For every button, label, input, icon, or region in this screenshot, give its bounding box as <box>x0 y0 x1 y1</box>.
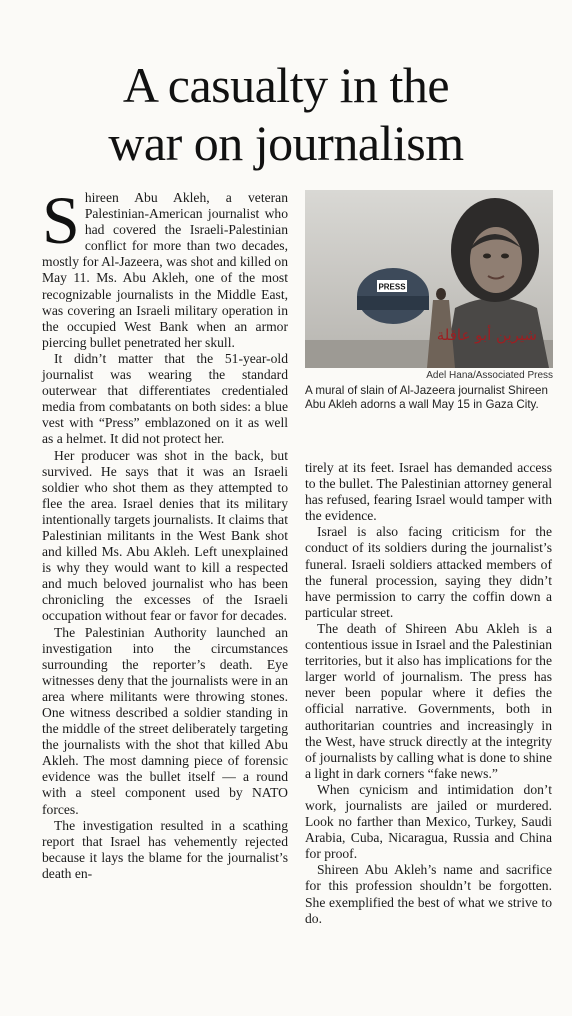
headline-line-1: A casualty in the <box>122 56 450 113</box>
paragraph-7: The death of Shireen Abu Akleh is a contentious issue in Israel and the Palestinian territories, but it also has implications for the larger world of journalism. The press has never been popular where it defies the official narrative. Governments, both in authoritarian countries and increasingly in the West, have struck directly at the integrity of journalists by calling what is done to shine a light in dark corners “fake news.” <box>305 620 552 781</box>
paragraph-6: Israel is also facing criticism for the conduct of its soldiers during the journalist’s funeral. Israeli soldiers attacked members of the funeral procession, saying they didn’t have permission to carry the coffin down a particular street. <box>305 524 552 620</box>
drop-cap: S <box>42 182 80 258</box>
paragraph-9: Shireen Abu Akleh’s name and sacrifice for this profession shouldn’t be forgotten. She exemplified the best of what we strive to do. <box>305 862 552 926</box>
headline-line-2: war on journalism <box>108 114 464 171</box>
paragraph-5-start: The investigation resulted in a scathing report that Israel has vehemently rejected because it lays the blame for the journalist’s death en- <box>42 817 288 881</box>
paragraph-3: Her producer was shot in the back, but survived. He says that it was an Israeli soldier who shot them as they attempted to flee the area. Israel denies that its military intentionally targets journalists. It claims that Palestinian militants in the West Bank shot and killed Ms. Abu Akleh. Left unexplained is why they would want to kill a respected and much beloved journalist who has been chronicling the excesses of the Israeli occupation without fear or favor for decades. <box>42 447 288 624</box>
paragraph-1-text: hireen Abu Akleh, a veteran Palestinian-American journalist who had covered the Israeli-Palestinian conflict for more than two decades, mostly for Al-Jazeera, was shot and killed on May 11. Ms. Abu Akleh, one of the most recognizable journalists in the Middle East, was covering an Israeli military operation in the occupied West Bank when an armor piercing bullet penetrated her skull. <box>42 190 288 350</box>
paragraph-2: It didn’t matter that the 51-year-old journalist was wearing the standard outerwear that differentiates credentialed media from combatants on both sides: a blue vest with “Press” emblazoned on it as well as a helmet. It did not protect her. <box>42 350 288 447</box>
photo-credit: Adel Hana/Associated Press <box>426 370 553 381</box>
paragraph-5-end: tirely at its feet. Israel has demanded access to the bullet. The Palestinian attorney general has refused, fearing Israel would tamper with the evidence. <box>305 460 553 524</box>
article-column-right <box>305 460 552 927</box>
photo-caption: A mural of slain of Al-Jazeera journalist Shireen Abu Akleh adorns a wall May 15 in Gaza City. <box>305 384 548 411</box>
mural-photo <box>305 190 553 368</box>
mural-arabic-text: شيرين أبو عاقلة <box>436 326 537 344</box>
helmet-press-label: PRESS <box>378 282 406 292</box>
mural-image <box>305 190 553 368</box>
article-column-left <box>42 182 288 882</box>
headline <box>0 56 572 172</box>
paragraph-4: The Palestinian Authority launched an investigation into the circumstances surrounding the reporter’s death. Eye witnesses deny that the journalists were in an area where militants were throwing stones. One witness described a soldier standing in the middle of the street deliberately targeting the journalists with the shot that killed Abu Akleh. The most damning piece of forensic evidence was the bullet itself — a round with a steel component used by NATO forces. <box>42 624 288 817</box>
paragraph-8: When cynicism and intimidation don’t work, journalists are jailed or murdered. Look no farther than Mexico, Turkey, Saudi Arabia, Cuba, Nicaragua, Russia and China for proof. <box>305 781 552 862</box>
paragraph-1 <box>42 182 288 351</box>
